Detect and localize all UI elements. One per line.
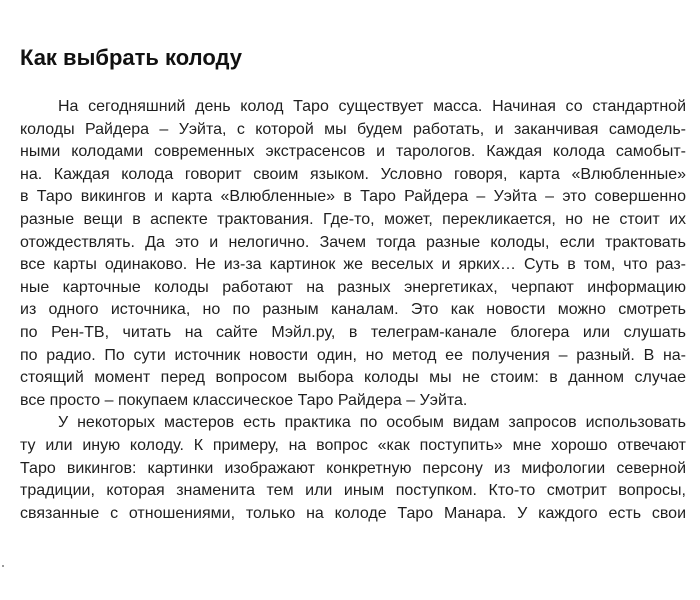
text-line: ту или иную колоду. К примеру, на вопрос «как поступить» мне хорошо отвечают	[20, 436, 686, 454]
page-speck	[2, 565, 4, 567]
text-line: отождествлять. Да это и нелогично. Зачем тогда разные колоды, если трактовать	[20, 233, 686, 251]
text-line: колоды Райдера – Уэйта, с которой мы будем работать, и заканчивая самодель-	[20, 120, 686, 138]
text-line: ными колодами современных экстрасенсов и тарологов. Каждая колода самобыт-	[20, 143, 686, 161]
paragraph-1	[20, 96, 686, 412]
text-line: ные карточные колоды работают на разных энергетиках, черпают информацию	[20, 278, 686, 296]
body-text	[20, 96, 686, 525]
text-line: все карты одинаково. Не из-за картинок же веселых и ярких… Суть в том, что раз-	[20, 256, 686, 274]
text-line: по радио. По сути источник новости один, но метод ее получения – разный. В на-	[20, 346, 686, 364]
paragraph-2	[20, 412, 686, 525]
text-line: на. Каждая колода говорит своим языком. Условно говоря, карта «Влюбленные»	[20, 165, 686, 183]
section-heading: Как выбрать колоду	[20, 45, 242, 70]
text-line: из одного источника, но по разным каналам. Это как новости можно смотреть	[20, 301, 686, 319]
text-line: связанные с отношениями, только на колоде Таро Манара. У каждого есть свои	[20, 504, 686, 522]
text-line: У некоторых мастеров есть практика по особым видам запросов использовать	[58, 414, 686, 432]
text-line: разные вещи в аспекте трактования. Где-то, может, перекликается, но не стоит их	[20, 210, 686, 228]
text-line: стоящий момент перед вопросом выбора колоды мы не стоим: в данном случае	[20, 369, 686, 387]
text-line: в Таро викингов и карта «Влюбленные» в Таро Райдера – Уэйта – это совершенно	[20, 188, 686, 206]
text-line: все просто – покупаем классическое Таро Райдера – Уэйта.	[20, 391, 468, 409]
text-line: Таро викингов: картинки изображают конкретную персону из мифологии северной	[20, 459, 686, 477]
text-line: традиции, которая знаменита тем или иным поступком. Кто-то смотрит вопросы,	[20, 482, 686, 500]
text-line: по Рен-ТВ, читать на сайте Мэйл.ру, в телеграм-канале блогера или слушать	[20, 323, 686, 341]
text-line: На сегодняшний день колод Таро существует масса. Начиная со стандартной	[58, 98, 686, 115]
